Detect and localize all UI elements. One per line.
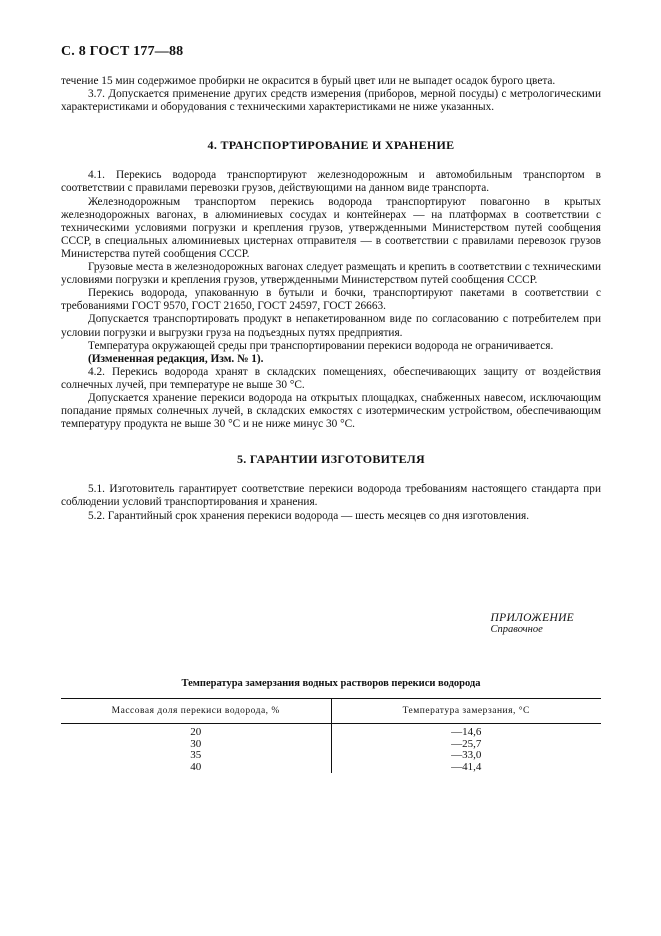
section-title: 4. ТРАНСПОРТИРОВАНИЕ И ХРАНЕНИЕ: [207, 138, 455, 153]
page-header: С. 8 ГОСТ 177—88: [61, 44, 184, 59]
freezing-point-table: [61, 698, 601, 773]
paragraph: Допускается хранение перекиси водорода на открытых площадках, снабженных навесом, исключающим попадание прямых солнечных лучей, в складских емкостях с изотермическим устройством, обеспечивающим температуру продукта не выше 30 °С и не ниже минус 30 °С.: [61, 391, 601, 431]
paragraph: течение 15 мин содержимое пробирки не окрасится в бурый цвет или не выпадет осадок бурого цвета.: [61, 75, 556, 87]
paragraph: 5.2. Гарантийный срок хранения перекиси водорода — шесть месяцев со дня изготовления.: [88, 509, 530, 522]
table-row: [61, 739, 601, 751]
paragraph: Железнодорожным транспортом перекись водорода транспортируют повагонно в крытых железнодорожных вагонах, в алюминиевых сосудах и контейнерах — на платформах в соответствии с техническими условиями погрузки и крепления грузов, утвержденными Министерством путей сообщения СССР, в специальных алюминиевых цистернах отправителя — в соответствии с правилами перевозок грузов Министерства путей сообщения СССР.: [61, 195, 601, 260]
appendix-subtitle: Справочное: [490, 624, 543, 635]
table-row: [61, 762, 601, 774]
document-body: [61, 75, 601, 523]
paragraph: 4.2. Перекись водорода хранят в складских помещениях, обеспечивающих защиту от воздействия солнечных лучей, при температуре не выше 30 °С.: [61, 365, 601, 391]
appendix-label: [491, 612, 574, 635]
paragraph: Перекись водорода, упакованную в бутыли и бочки, транспортируют пакетами в соответствии с требованиями ГОСТ 9570, ГОСТ 21650, ГОСТ 24597, ГОСТ 26663.: [61, 287, 601, 313]
paragraph: 3.7. Допускается применение других средств измерения (приборов, мерной посуды) с метрологическими характеристиками и оборудования с техническими характеристиками не ниже указанных.: [61, 88, 601, 114]
table-cell: —14,6: [451, 726, 482, 738]
table-cell: 30: [61, 739, 331, 751]
table-cell: 40: [61, 762, 331, 774]
table-cell: —41,4: [451, 760, 482, 773]
table-cell: —25,7: [451, 737, 482, 750]
appendix-title: ПРИЛОЖЕНИЕ: [490, 612, 574, 624]
table-cell: 20: [61, 724, 331, 739]
table-header-row: [61, 699, 601, 724]
section-title: 5. ГАРАНТИИ ИЗГОТОВИТЕЛЯ: [237, 452, 425, 467]
table-caption: Температура замерзания водных растворов перекиси водорода: [181, 678, 481, 689]
table-row: [61, 724, 601, 739]
paragraph: Допускается транспортировать продукт в непакетированном виде по согласованию с потребителем при условии погрузки и выгрузки груза на подъездных путях предприятия.: [61, 313, 601, 339]
paragraph: 5.1. Изготовитель гарантирует соответствие перекиси водорода требованиям настоящего стандарта при соблюдении условий транспортирования и хранения.: [61, 483, 601, 509]
column-header: Температура замерзания, °С: [331, 699, 601, 724]
table-row: [61, 750, 601, 762]
paragraph: Грузовые места в железнодорожных вагонах следует размещать и крепить в соответствии с техническими условиями погрузки и крепления грузов, утвержденными Министерством путей сообщения СССР.: [61, 261, 601, 287]
paragraph: 4.1. Перекись водорода транспортируют железнодорожным и автомобильным транспортом в соответствии с правилами перевозки грузов, действующими на данном виде транспорта.: [61, 169, 601, 195]
paragraph: Температура окружающей среды при транспортировании перекиси водорода не ограничивается.: [88, 339, 554, 352]
column-header: Массовая доля перекиси водорода, %: [61, 699, 331, 724]
table-cell: —33,0: [451, 749, 482, 761]
amendment-note: (Измененная редакция, Изм. № 1).: [88, 352, 264, 365]
table-cell: 35: [61, 750, 331, 762]
